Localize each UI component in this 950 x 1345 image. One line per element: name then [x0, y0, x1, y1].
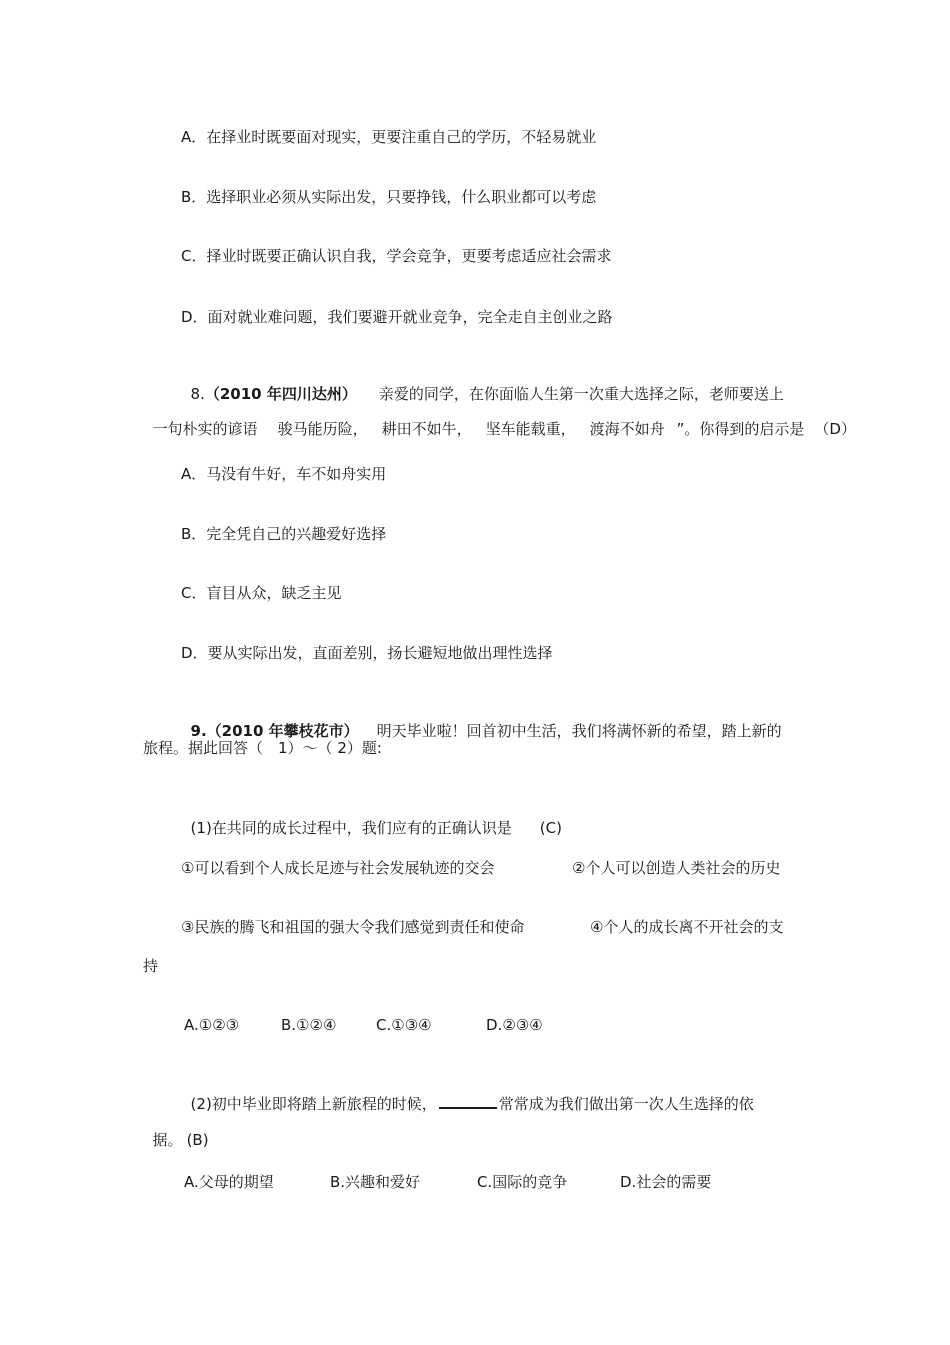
q9-sub1-choice-d: D.②③④ — [486, 1016, 543, 1034]
q8-option-a: A．马没有牛好，车不如舟实用 — [181, 465, 387, 483]
q8-stem-2b: ”。你得到的启示是 — [676, 420, 805, 438]
q8-proverb-4: 渡海不如舟 — [589, 420, 665, 438]
q8-answer: （D） — [814, 420, 856, 438]
q9-sub2-stem-b: 常常成为我们做出第一次人生选择的依 — [498, 1095, 754, 1113]
q9-sub1-stem — [181, 801, 562, 837]
q9-sub2-stem-c: 据。 — [152, 1131, 183, 1149]
q9-sub2-stem-line2 — [143, 1113, 209, 1149]
q8-option-b: B．完全凭自己的兴趣爱好选择 — [181, 525, 387, 543]
q9-stem-line2: 旅程。据此回答（ 1）～（ 2）题: — [143, 739, 382, 757]
q9-sub1-opt3: ③民族的腾飞和祖国的强大令我们感觉到责任和使命 — [181, 918, 525, 936]
q9-sub1-opt2: ②个人可以创造人类社会的历史 — [572, 859, 781, 877]
q9-stem-line1 — [181, 704, 782, 740]
q9-sub2-choice-b: B.兴趣和爱好 — [330, 1173, 421, 1191]
q9-sub1-stem-text: (1)在共同的成长过程中，我们应有的正确认识是 — [190, 819, 512, 837]
q8-option-d: D．要从实际出发，直面差别，扬长避短地做出理性选择 — [181, 644, 553, 662]
q9-sub2-stem-a: (2)初中毕业即将踏上新旅程的时候， — [190, 1095, 437, 1113]
q7-option-b: B．选择职业必须从实际出发，只要挣钱，什么职业都可以考虑 — [181, 188, 597, 206]
q9-sub2-answer: (B) — [186, 1131, 209, 1149]
q8-proverb-2: 耕田不如牛， — [381, 420, 472, 438]
q8-proverb-1: 骏马能历险， — [277, 420, 368, 438]
q9-sub1-choice-a: A.①②③ — [184, 1016, 240, 1034]
q7-option-c: C．择业时既要正确认识自我，学会竞争，更要考虑适应社会需求 — [181, 247, 612, 265]
q9-sub1-answer: (C) — [539, 819, 562, 837]
q8-stem-line2 — [143, 402, 856, 438]
q9-sub2-stem-line1 — [181, 1077, 754, 1113]
q9-sub1-choice-b: B.①②④ — [281, 1016, 337, 1034]
q9-sub2-choice-c: C.国际的竞争 — [477, 1173, 568, 1191]
q8-source: （2010 年四川达州） — [204, 385, 357, 403]
q7-option-d: D．面对就业难问题，我们要避开就业竞争，完全走自主创业之路 — [181, 308, 613, 326]
q9-sub1-opt4-cont: 持 — [143, 957, 159, 975]
q9-number-source: 9.（2010 年攀枝花市） — [190, 722, 359, 740]
q8-stem-line1 — [181, 367, 784, 403]
q8-proverb-3: 坚车能载重， — [485, 420, 576, 438]
q9-sub1-opt4: ④个人的成长离不开社会的支 — [590, 918, 784, 936]
q8-option-c: C．盲目从众，缺乏主见 — [181, 584, 342, 602]
q8-stem-2a: 一句朴实的谚语 — [152, 420, 258, 438]
answer-blank — [439, 1095, 497, 1109]
q8-stem-1: 亲爱的同学，在你面临人生第一次重大选择之际，老师要送上 — [378, 385, 784, 403]
q9-sub1-opt1: ①可以看到个人成长足迹与社会发展轨迹的交会 — [181, 859, 495, 877]
q9-sub2-choice-d: D.社会的需要 — [620, 1173, 712, 1191]
q9-stem-1: 明天毕业啦！回首初中生活，我们将满怀新的希望，踏上新的 — [376, 722, 782, 740]
q9-sub1-choice-c: C.①③④ — [376, 1016, 432, 1034]
q9-sub2-choice-a: A.父母的期望 — [184, 1173, 274, 1191]
q8-number: 8. — [190, 385, 205, 403]
q7-option-a: A．在择业时既要面对现实，更要注重自己的学历，不轻易就业 — [181, 128, 597, 146]
